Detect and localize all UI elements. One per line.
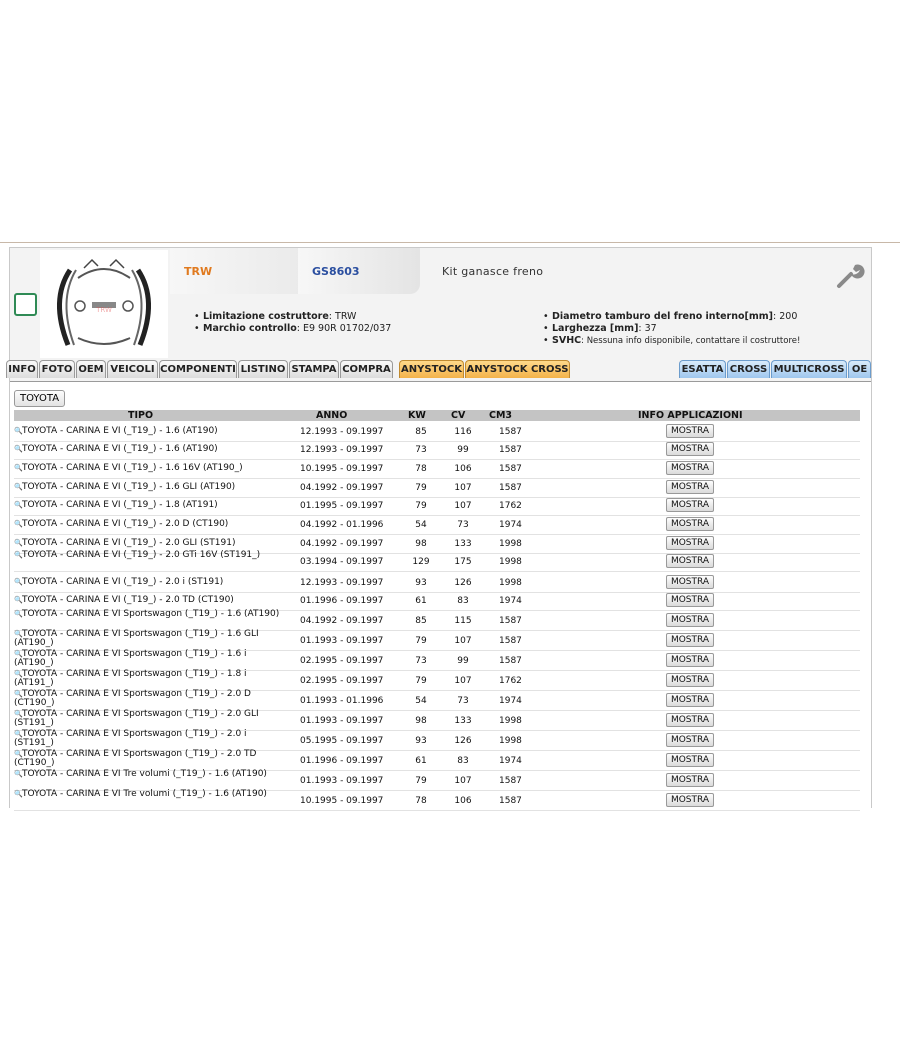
table-row xyxy=(14,496,860,516)
row-cv: 133 xyxy=(454,539,472,549)
row-cm3: 1974 xyxy=(499,520,522,530)
row-anno: 01.1996 - 09.1997 xyxy=(300,596,384,606)
row-tipo[interactable] xyxy=(14,790,284,799)
magnifier-icon: 🔍 xyxy=(14,539,23,547)
tab-foto[interactable]: FOTO xyxy=(39,360,75,378)
row-tipo-text: TOYOTA - CARINA E VI (_T19_) - 2.0 D (CT190) xyxy=(22,519,229,529)
row-tipo-text: TOYOTA - CARINA E VI Sportswagon (_T19_) - 1.6 (AT190) xyxy=(22,609,280,619)
row-kw: 79 xyxy=(415,636,427,646)
row-cv: 73 xyxy=(457,696,469,706)
row-tipo-text: TOYOTA - CARINA E VI Tre volumi (_T19_) - 1.6 (AT190) xyxy=(22,769,267,779)
row-tipo[interactable] xyxy=(14,539,284,548)
magnifier-icon: 🔍 xyxy=(14,520,23,528)
row-cv: 83 xyxy=(457,756,469,766)
wrench-icon[interactable] xyxy=(835,260,865,290)
table-header xyxy=(14,410,860,421)
table-row xyxy=(14,691,860,711)
row-tipo-text: TOYOTA - CARINA E VI Sportswagon (_T19_) - 2.0 i (ST191_) xyxy=(14,729,247,748)
table-row xyxy=(14,591,860,611)
row-kw: 54 xyxy=(415,696,427,706)
row-kw: 61 xyxy=(415,756,427,766)
tab-oem[interactable]: OEM xyxy=(76,360,106,378)
mostra-button[interactable]: MOSTRA xyxy=(666,633,714,647)
row-cv: 99 xyxy=(457,656,469,666)
tab-componenti[interactable]: COMPONENTI xyxy=(159,360,237,378)
row-kw: 93 xyxy=(415,578,427,588)
row-anno: 01.1995 - 09.1997 xyxy=(300,501,384,511)
row-anno: 04.1992 - 09.1997 xyxy=(300,616,384,626)
tab-anystock[interactable]: ANYSTOCK xyxy=(399,360,464,378)
magnifier-icon: 🔍 xyxy=(14,770,23,778)
row-anno: 05.1995 - 09.1997 xyxy=(300,736,384,746)
product-code: GS8603 xyxy=(298,248,420,294)
row-tipo-text: TOYOTA - CARINA E VI Sportswagon (_T19_) - 2.0 TD (CT190_) xyxy=(14,749,257,768)
row-anno: 04.1992 - 09.1997 xyxy=(300,539,384,549)
spec-limitazione: • Limitazione costruttore: TRW xyxy=(203,311,391,323)
select-product-checkbox[interactable] xyxy=(14,293,37,316)
magnifier-icon: 🔍 xyxy=(14,596,23,604)
table-row xyxy=(14,751,860,771)
row-cm3: 1587 xyxy=(499,796,522,806)
row-tipo[interactable] xyxy=(14,670,284,688)
mostra-button[interactable]: MOSTRA xyxy=(666,480,714,494)
mostra-button[interactable]: MOSTRA xyxy=(666,793,714,807)
magnifier-icon: 🔍 xyxy=(14,750,23,758)
mostra-button[interactable]: MOSTRA xyxy=(666,442,714,456)
mostra-button[interactable]: MOSTRA xyxy=(666,424,714,438)
row-tipo[interactable] xyxy=(14,445,284,454)
row-cv: 126 xyxy=(454,736,472,746)
row-tipo-text: TOYOTA - CARINA E VI (_T19_) - 1.6 GLI (AT190) xyxy=(22,482,236,492)
row-tipo[interactable] xyxy=(14,610,284,619)
row-tipo[interactable] xyxy=(14,464,284,473)
col-tipo: TIPO xyxy=(128,410,154,421)
row-tipo[interactable] xyxy=(14,551,284,560)
row-cv: 107 xyxy=(454,483,472,493)
row-cm3: 1587 xyxy=(499,483,522,493)
specs-left xyxy=(193,311,391,335)
brand-label: TRW xyxy=(170,248,304,294)
row-cv: 116 xyxy=(454,427,472,437)
row-tipo-text: TOYOTA - CARINA E VI Sportswagon (_T19_) - 2.0 GLI (ST191_) xyxy=(14,709,259,728)
magnifier-icon: 🔍 xyxy=(14,670,23,678)
row-kw: 129 xyxy=(412,557,430,567)
row-kw: 79 xyxy=(415,501,427,511)
row-kw: 79 xyxy=(415,776,427,786)
mostra-button[interactable]: MOSTRA xyxy=(666,575,714,589)
row-cm3: 1998 xyxy=(499,539,522,549)
row-cm3: 1587 xyxy=(499,776,522,786)
row-anno: 04.1992 - 09.1997 xyxy=(300,483,384,493)
row-cm3: 1998 xyxy=(499,578,522,588)
row-anno: 03.1994 - 09.1997 xyxy=(300,557,384,567)
row-cv: 107 xyxy=(454,636,472,646)
row-anno: 01.1993 - 09.1997 xyxy=(300,636,384,646)
row-tipo-text: TOYOTA - CARINA E VI Sportswagon (_T19_) - 2.0 D (CT190_) xyxy=(14,689,251,708)
row-cv: 83 xyxy=(457,596,469,606)
mostra-button[interactable]: MOSTRA xyxy=(666,733,714,747)
col-cm3: CM3 xyxy=(489,410,513,421)
row-tipo[interactable] xyxy=(14,650,284,668)
tab-anystock-cross[interactable]: ANYSTOCK CROSS xyxy=(465,360,570,378)
row-tipo-text: TOYOTA - CARINA E VI Sportswagon (_T19_) - 1.8 i (AT191_) xyxy=(14,669,247,688)
magnifier-icon: 🔍 xyxy=(14,427,23,435)
row-cv: 107 xyxy=(454,776,472,786)
mostra-button[interactable]: MOSTRA xyxy=(666,653,714,667)
row-cm3: 1974 xyxy=(499,696,522,706)
row-cm3: 1998 xyxy=(499,716,522,726)
spec-marchio: • Marchio controllo: E9 90R 01702/037 xyxy=(203,323,391,335)
table-row xyxy=(14,731,860,751)
row-cm3: 1974 xyxy=(499,596,522,606)
brake-shoes-image xyxy=(40,250,168,358)
row-tipo[interactable] xyxy=(14,630,284,648)
table-row xyxy=(14,611,860,631)
tab-info[interactable]: INFO xyxy=(6,360,38,378)
row-kw: 79 xyxy=(415,483,427,493)
magnifier-icon: 🔍 xyxy=(14,610,23,618)
row-kw: 54 xyxy=(415,520,427,530)
row-tipo-text: TOYOTA - CARINA E VI (_T19_) - 2.0 i (ST191) xyxy=(22,577,224,587)
row-tipo[interactable] xyxy=(14,596,284,605)
spec-svhc: • SVHC: Nessuna info disponibile, contattare il costruttore! xyxy=(552,335,800,347)
row-tipo-text: TOYOTA - CARINA E VI Sportswagon (_T19_) - 1.6 i (AT190_) xyxy=(14,649,247,668)
tab-compra[interactable]: COMPRA xyxy=(340,360,393,378)
col-anno: ANNO xyxy=(316,410,348,421)
magnifier-icon: 🔍 xyxy=(14,650,23,658)
row-kw: 78 xyxy=(415,464,427,474)
row-tipo[interactable] xyxy=(14,750,284,768)
row-cv: 133 xyxy=(454,716,472,726)
row-cv: 73 xyxy=(457,520,469,530)
tab-stampa[interactable]: STAMPA xyxy=(289,360,339,378)
table-row xyxy=(14,671,860,691)
row-cm3: 1762 xyxy=(499,501,522,511)
row-cm3: 1587 xyxy=(499,445,522,455)
row-cm3: 1587 xyxy=(499,616,522,626)
row-anno: 12.1993 - 09.1997 xyxy=(300,427,384,437)
magnifier-icon: 🔍 xyxy=(14,630,23,638)
mostra-button[interactable]: MOSTRA xyxy=(666,536,714,550)
row-cm3: 1998 xyxy=(499,736,522,746)
table-row xyxy=(14,422,860,442)
row-anno: 12.1993 - 09.1997 xyxy=(300,445,384,455)
row-cm3: 1587 xyxy=(499,464,522,474)
magnifier-icon: 🔍 xyxy=(14,578,23,586)
magnifier-icon: 🔍 xyxy=(14,445,23,453)
mostra-button[interactable]: MOSTRA xyxy=(666,554,714,568)
vehicles-content xyxy=(10,381,871,809)
row-anno: 01.1993 - 01.1996 xyxy=(300,696,384,706)
row-tipo[interactable] xyxy=(14,770,284,779)
row-cv: 107 xyxy=(454,676,472,686)
product-photo[interactable] xyxy=(40,250,168,358)
table-row xyxy=(14,631,860,651)
tab-oe[interactable]: OE xyxy=(848,360,871,378)
row-anno: 01.1993 - 09.1997 xyxy=(300,776,384,786)
table-row xyxy=(14,771,860,791)
row-tipo-text: TOYOTA - CARINA E VI (_T19_) - 1.6 16V (AT190_) xyxy=(22,463,243,473)
row-cv: 175 xyxy=(454,557,472,567)
row-tipo[interactable] xyxy=(14,520,284,529)
mostra-button[interactable]: MOSTRA xyxy=(666,517,714,531)
row-tipo-text: TOYOTA - CARINA E VI (_T19_) - 1.6 (AT190) xyxy=(22,426,218,436)
spec-larghezza: • Larghezza [mm]: 37 xyxy=(552,323,800,335)
row-cv: 107 xyxy=(454,501,472,511)
row-cm3: 1762 xyxy=(499,676,522,686)
row-cv: 126 xyxy=(454,578,472,588)
row-tipo-text: TOYOTA - CARINA E VI (_T19_) - 2.0 TD (CT190) xyxy=(22,595,234,605)
row-cm3: 1587 xyxy=(499,656,522,666)
row-tipo[interactable] xyxy=(14,483,284,492)
mostra-button[interactable]: MOSTRA xyxy=(666,461,714,475)
row-tipo-text: TOYOTA - CARINA E VI (_T19_) - 2.0 GLI (ST191) xyxy=(22,538,236,548)
tab-esatta[interactable]: ESATTA xyxy=(679,360,726,378)
magnifier-icon: 🔍 xyxy=(14,690,23,698)
row-tipo[interactable] xyxy=(14,710,284,728)
magnifier-icon: 🔍 xyxy=(14,501,23,509)
row-anno: 04.1992 - 01.1996 xyxy=(300,520,384,530)
row-tipo-text: TOYOTA - CARINA E VI (_T19_) - 1.6 (AT190) xyxy=(22,444,218,454)
row-kw: 98 xyxy=(415,539,427,549)
row-kw: 79 xyxy=(415,676,427,686)
row-anno: 10.1995 - 09.1997 xyxy=(300,464,384,474)
magnifier-icon: 🔍 xyxy=(14,483,23,491)
table-row xyxy=(14,552,860,572)
table-row xyxy=(14,478,860,498)
row-tipo-text: TOYOTA - CARINA E VI (_T19_) - 1.8 (AT191) xyxy=(22,500,218,510)
row-tipo-text: TOYOTA - CARINA E VI Sportswagon (_T19_) - 1.6 GLI (AT190_) xyxy=(14,629,259,648)
mostra-button[interactable]: MOSTRA xyxy=(666,753,714,767)
table-row xyxy=(14,791,860,811)
specs-right xyxy=(542,311,800,347)
row-kw: 98 xyxy=(415,716,427,726)
row-cv: 115 xyxy=(454,616,472,626)
tab-cross[interactable]: CROSS xyxy=(727,360,770,378)
table-row xyxy=(14,459,860,479)
magnifier-icon: 🔍 xyxy=(14,730,23,738)
row-kw: 73 xyxy=(415,656,427,666)
table-row xyxy=(14,440,860,460)
row-anno: 02.1995 - 09.1997 xyxy=(300,656,384,666)
tab-veicoli[interactable]: VEICOLI xyxy=(107,360,158,378)
table-row xyxy=(14,651,860,671)
row-cm3: 1587 xyxy=(499,427,522,437)
row-tipo-text: TOYOTA - CARINA E VI (_T19_) - 2.0 GTi 16V (ST191_) xyxy=(22,550,261,560)
row-cv: 106 xyxy=(454,464,472,474)
row-cm3: 1998 xyxy=(499,557,522,567)
row-anno: 01.1996 - 09.1997 xyxy=(300,756,384,766)
table-row xyxy=(14,711,860,731)
table-row xyxy=(14,573,860,593)
svg-text:TRW: TRW xyxy=(96,306,112,314)
row-tipo[interactable] xyxy=(14,578,284,587)
row-cv: 106 xyxy=(454,796,472,806)
row-anno: 01.1993 - 09.1997 xyxy=(300,716,384,726)
magnifier-icon: 🔍 xyxy=(14,710,23,718)
product-panel xyxy=(9,247,872,808)
page-top-divider xyxy=(0,242,900,243)
row-anno: 10.1995 - 09.1997 xyxy=(300,796,384,806)
row-anno: 02.1995 - 09.1997 xyxy=(300,676,384,686)
mostra-button[interactable]: MOSTRA xyxy=(666,613,714,627)
row-tipo[interactable] xyxy=(14,730,284,748)
tab-listino[interactable]: LISTINO xyxy=(238,360,288,378)
product-description: Kit ganasce freno xyxy=(428,248,672,294)
mostra-button[interactable]: MOSTRA xyxy=(666,673,714,687)
row-cm3: 1974 xyxy=(499,756,522,766)
row-kw: 93 xyxy=(415,736,427,746)
col-kw: KW xyxy=(408,410,426,421)
row-kw: 73 xyxy=(415,445,427,455)
row-tipo[interactable] xyxy=(14,501,284,510)
tab-multicross[interactable]: MULTICROSS xyxy=(771,360,847,378)
col-cv: CV xyxy=(451,410,466,421)
magnifier-icon: 🔍 xyxy=(14,464,23,472)
mostra-button[interactable]: MOSTRA xyxy=(666,693,714,707)
row-kw: 61 xyxy=(415,596,427,606)
row-cm3: 1587 xyxy=(499,636,522,646)
make-filter-button[interactable]: TOYOTA xyxy=(14,390,65,407)
row-tipo-text: TOYOTA - CARINA E VI Tre volumi (_T19_) - 1.6 (AT190) xyxy=(22,789,267,799)
magnifier-icon: 🔍 xyxy=(14,551,23,559)
row-tipo[interactable] xyxy=(14,427,284,436)
mostra-button[interactable]: MOSTRA xyxy=(666,593,714,607)
row-cv: 99 xyxy=(457,445,469,455)
magnifier-icon: 🔍 xyxy=(14,790,23,798)
spec-diametro: • Diametro tamburo del freno interno[mm]: 200 xyxy=(552,311,800,323)
mostra-button[interactable]: MOSTRA xyxy=(666,498,714,512)
row-kw: 78 xyxy=(415,796,427,806)
mostra-button[interactable]: MOSTRA xyxy=(666,713,714,727)
col-info: INFO APPLICAZIONI xyxy=(638,410,743,421)
row-kw: 85 xyxy=(415,616,427,626)
row-anno: 12.1993 - 09.1997 xyxy=(300,578,384,588)
table-row xyxy=(14,515,860,535)
mostra-button[interactable]: MOSTRA xyxy=(666,773,714,787)
row-tipo[interactable] xyxy=(14,690,284,708)
row-kw: 85 xyxy=(415,427,427,437)
